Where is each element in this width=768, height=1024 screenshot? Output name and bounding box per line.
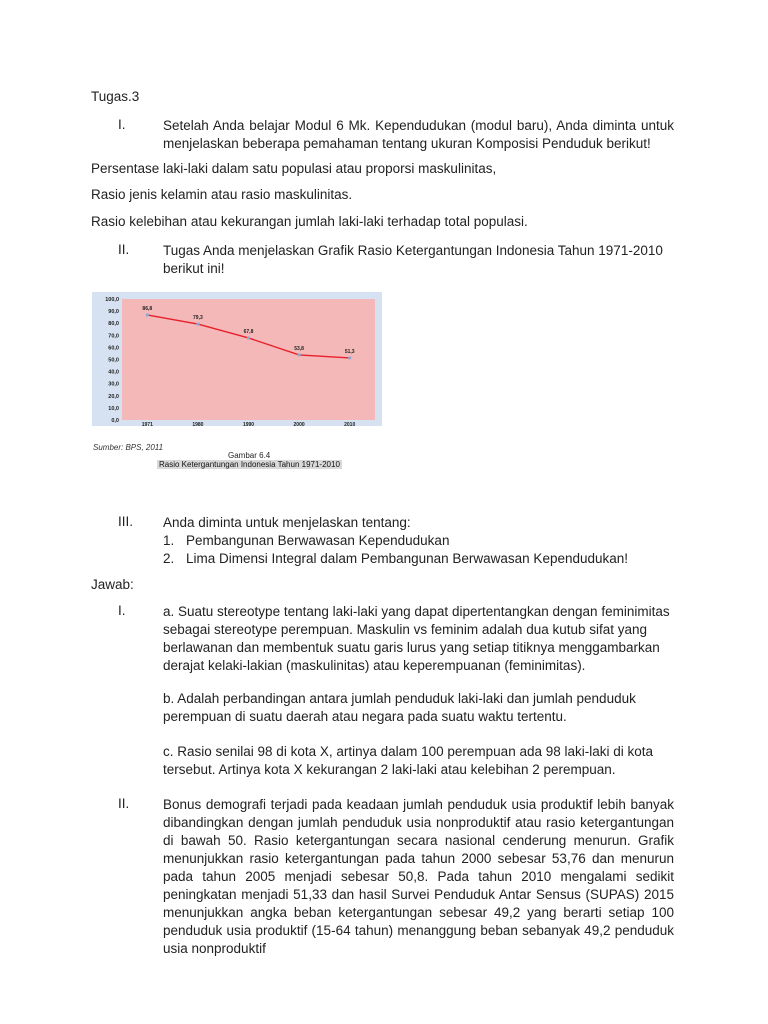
- y-tick-label: 40,0: [108, 369, 119, 376]
- x-tick-label: 1971: [141, 422, 153, 428]
- x-tick-label: 2000: [293, 422, 305, 428]
- section2-numeral: II.: [118, 242, 130, 257]
- chart-svg: [92, 292, 382, 460]
- y-tick-label: 30,0: [108, 381, 119, 388]
- y-tick-label: 0,0: [111, 418, 119, 424]
- answer-b-line: b. Adalah perbandingan antara jumlah penduduk laki-laki dan jumlah penduduk: [163, 691, 636, 706]
- section3-list-item: Lima Dimensi Integral dalam Pembangunan Berwawasan Kependudukan!: [186, 551, 629, 566]
- section1-text: Setelah Anda belajar Modul 6 Mk. Kependudukan (modul baru), Anda diminta untuk menjelaskan beberapa pemahaman tentang ukuran Komposisi Penduduk berikut!: [163, 118, 674, 151]
- answer-a-line: sebagai stereotype perempuan. Maskulin vs feminim adalah dua kutub sifat yang: [163, 622, 648, 637]
- data-label: 86,8: [142, 305, 153, 312]
- answer-a-line: derajat kelaki-lakian (maskulinitas) atau keperempuanan (feminimitas).: [163, 658, 586, 673]
- x-tick-label: 2010: [344, 422, 356, 428]
- data-point: [348, 356, 351, 359]
- data-label: 79,3: [193, 315, 203, 322]
- data-label: 53,8: [294, 345, 304, 352]
- list-item: Rasio jenis kelamin atau rasio maskulinitas.: [91, 187, 353, 202]
- data-point: [247, 336, 250, 339]
- y-tick-label: 70,0: [108, 333, 119, 340]
- y-tick-label: 90,0: [108, 309, 119, 316]
- y-tick-label: 10,0: [108, 405, 119, 412]
- chart-source: Sumber: BPS, 2011: [93, 443, 164, 452]
- answer-a-line: a. Suatu stereotype tentang laki-laki yang dapat dipertentangkan dengan feminimitas: [163, 604, 670, 619]
- answer-c-line: tersebut. Artinya kota X kekurangan 2 laki-laki atau kelebihan 2 perempuan.: [163, 762, 616, 777]
- data-label: 51,3: [344, 348, 355, 355]
- answer-c-line: c. Rasio senilai 98 di kota X, artinya dalam 100 perempuan ada 98 laki-laki di kota: [163, 744, 654, 759]
- answer1-numeral: I.: [118, 603, 126, 618]
- y-tick-label: 100,0: [105, 297, 119, 303]
- section3-intro: Anda diminta untuk menjelaskan tentang:: [163, 515, 411, 530]
- section1-numeral: I.: [118, 117, 126, 132]
- y-tick-label: 50,0: [108, 357, 119, 364]
- data-label: 67,8: [243, 328, 254, 335]
- section3-numeral: III.: [118, 514, 134, 529]
- y-tick-label: 60,0: [108, 345, 119, 352]
- x-tick-label: 1990: [242, 422, 255, 428]
- answer-b-line: perempuan di suatu daerah atau negara pada suatu waktu tertentu.: [163, 709, 567, 724]
- section3-list-item: Pembangunan Berwawasan Kependudukan: [186, 533, 450, 548]
- dependency-ratio-chart: [92, 292, 382, 460]
- task-title: Tugas.3: [91, 89, 140, 104]
- y-tick-label: 80,0: [108, 321, 119, 328]
- x-tick-label: 1980: [192, 422, 204, 428]
- answer-a-line: berlawanan dan membentuk suatu garis lurus yang setiap titiknya menggambarkan: [163, 640, 660, 655]
- chart-caption-number: Gambar 6.4: [228, 451, 271, 460]
- answer2-numeral: II.: [118, 796, 130, 811]
- list-item: Persentase laki-laki dalam satu populasi atau proporsi maskulinitas,: [91, 161, 497, 176]
- answer2-text: Bonus demografi terjadi pada keadaan jumlah penduduk usia produktif lebih banyak dibandingkan dengan jumlah penduduk usia nonproduktif atau rasio ketergantungan di bawah 50. Rasio ketergantungan secara nasional cenderung menurun. Grafik menunjukkan rasio ketergantungan pada tahun 2000 sebesar 53,76 dan menurun pada tahun 2005 menjadi sebesar 50,8. Pada tahun 2010 mengalami sedikit peningkatan menjadi 51,33 dan hasil Survei Penduduk Antar Sensus (SUPAS) 2015 menunjukkan angka beban ketergantungan sebesar 49,2 yang berarti setiap 100 penduduk usia produktif (15-64 tahun) menanggung beban sebanyak 49,2 penduduk usia nonproduktif: [163, 797, 674, 956]
- data-point: [196, 322, 199, 325]
- section2-line2: berikut ini!: [163, 261, 225, 276]
- data-point: [298, 353, 301, 356]
- data-point: [146, 313, 149, 316]
- section2-line1: Tugas Anda menjelaskan Grafik Rasio Ketergantungan Indonesia Tahun 1971-2010: [163, 243, 663, 258]
- list-item: Rasio kelebihan atau kekurangan jumlah laki-laki terhadap total populasi.: [91, 214, 528, 229]
- section3-list-number: 2.: [163, 551, 175, 566]
- y-tick-label: 20,0: [108, 393, 119, 400]
- section3-list-number: 1.: [163, 533, 175, 548]
- chart-caption-title: Rasio Ketergantungan Indonesia Tahun 1971-2010: [159, 460, 340, 469]
- answer-label: Jawab:: [91, 577, 134, 592]
